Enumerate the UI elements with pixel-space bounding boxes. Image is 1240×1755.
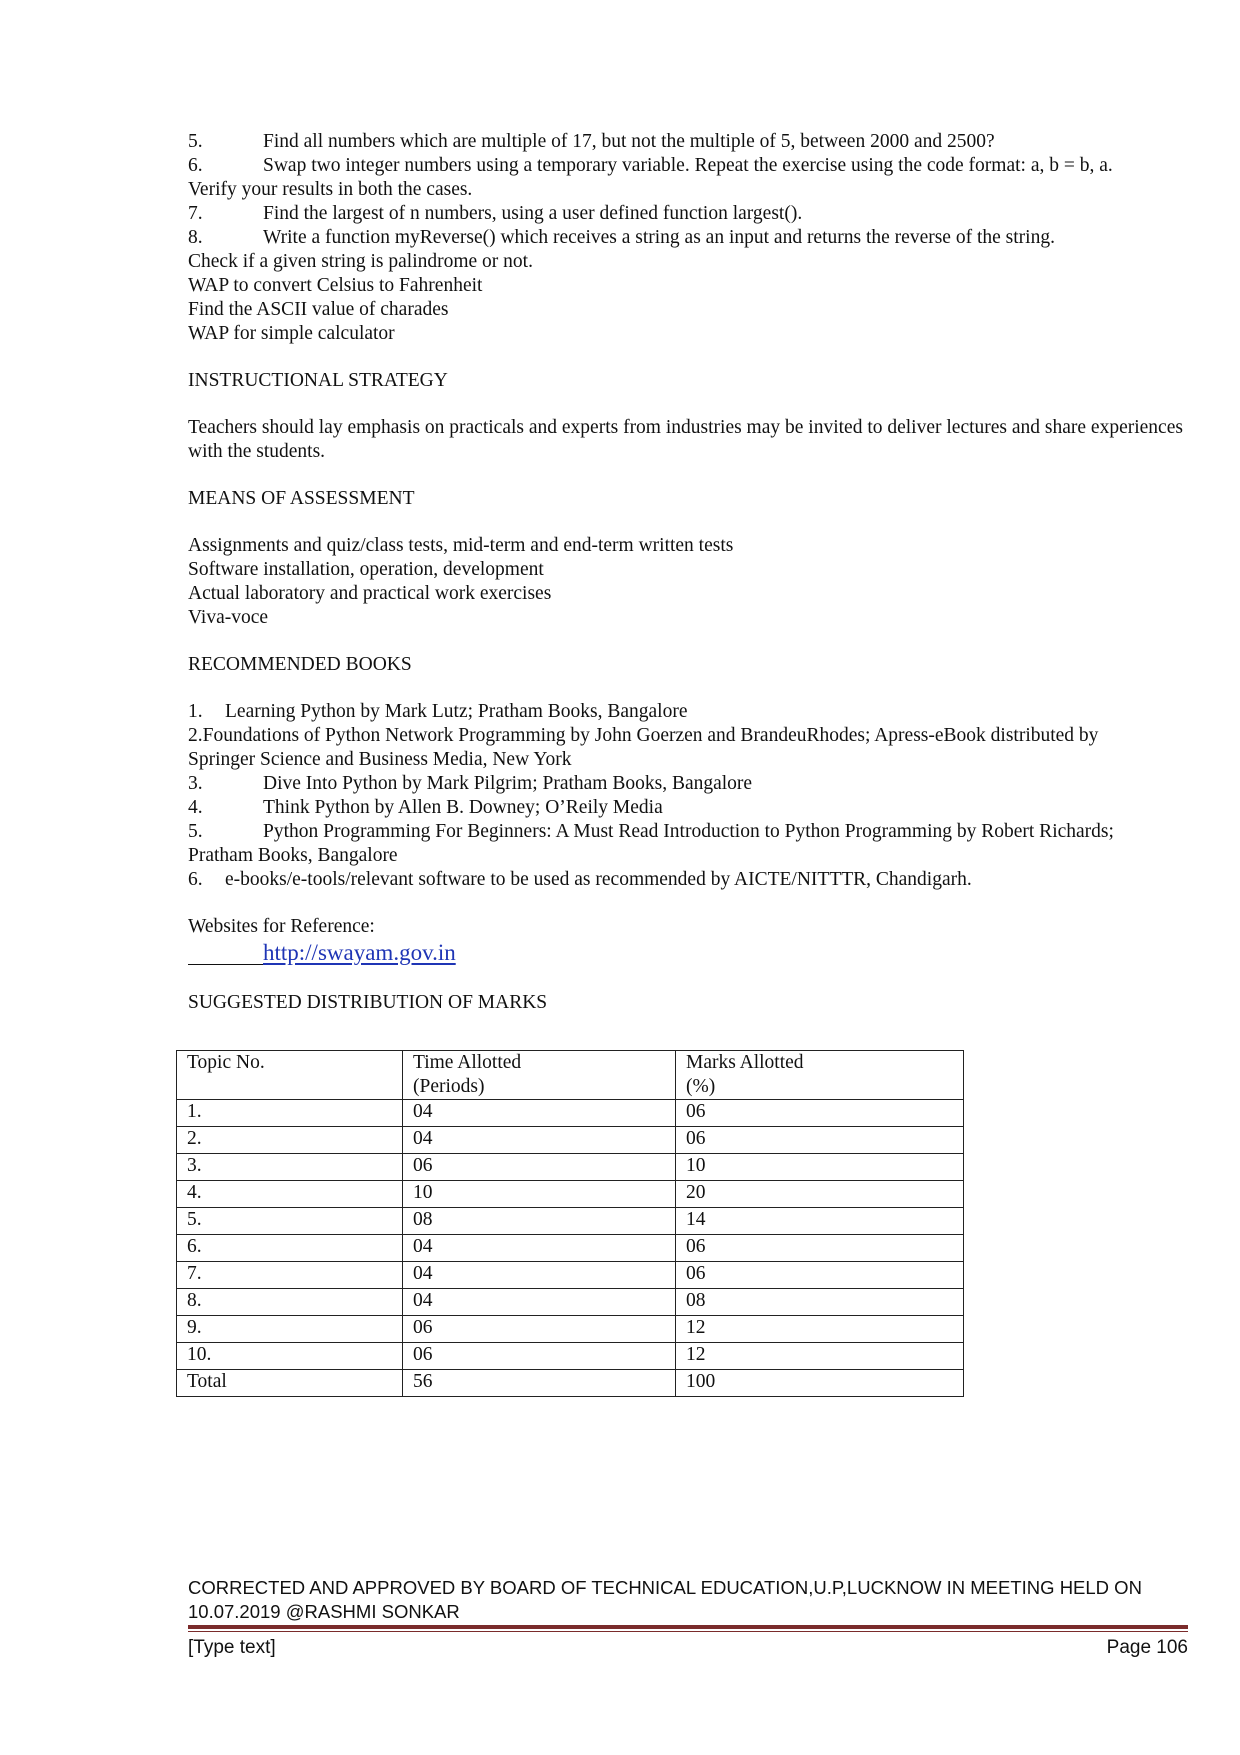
instructional-strategy-text: Teachers should lay emphasis on practicals and experts from industries may be invited to deliver lectures and share experiences with the students.: [188, 417, 1183, 462]
assessment-item: Viva-voce: [188, 607, 269, 628]
footer-divider-thick: [188, 1625, 1188, 1629]
table-row: [177, 1154, 964, 1181]
page-number: Page 106: [1106, 1637, 1188, 1658]
time-cell: 04: [403, 1127, 676, 1154]
header-marks-allotted: Marks Allotted (%): [676, 1051, 964, 1100]
book-number: 5.: [188, 821, 203, 842]
table-header-row: [177, 1051, 964, 1100]
assessment-item: Actual laboratory and practical work exercises: [188, 583, 552, 604]
section-heading-recommended-books: RECOMMENDED BOOKS: [188, 654, 412, 675]
topic-cell: 7.: [177, 1262, 403, 1289]
book-item-5-continuation: Pratham Books, Bangalore: [188, 845, 398, 866]
time-cell: 04: [403, 1235, 676, 1262]
time-cell: 06: [403, 1343, 676, 1370]
book-item-6: [188, 868, 1188, 892]
table-row: [177, 1208, 964, 1235]
assessment-item: Assignments and quiz/class tests, mid-term and end-term written tests: [188, 535, 734, 556]
book-text: Python Programming For Beginners: A Must Read Introduction to Python Programming by Robert Richards;: [263, 821, 1114, 842]
marks-cell: 06: [676, 1262, 964, 1289]
topic-cell: 5.: [177, 1208, 403, 1235]
table-total-row: [177, 1370, 964, 1397]
header-time-allotted: Time Allotted (Periods): [403, 1051, 676, 1100]
topic-cell: 2.: [177, 1127, 403, 1154]
marks-cell: 08: [676, 1289, 964, 1316]
topic-cell: 8.: [177, 1289, 403, 1316]
book-number: 1.: [188, 701, 203, 722]
exercise-continuation: Verify your results in both the cases.: [188, 179, 473, 200]
websites-label: Websites for Reference:: [188, 916, 375, 937]
marks-cell: 06: [676, 1100, 964, 1127]
time-cell: 06: [403, 1316, 676, 1343]
time-cell: 10: [403, 1181, 676, 1208]
table-row: [177, 1262, 964, 1289]
topic-cell: 9.: [177, 1316, 403, 1343]
marks-cell: 14: [676, 1208, 964, 1235]
footer-divider-thin: [188, 1631, 1188, 1632]
book-text: Dive Into Python by Mark Pilgrim; Pratham Books, Bangalore: [263, 773, 753, 794]
time-cell: 56: [403, 1370, 676, 1397]
exercise-number: 8.: [188, 227, 203, 248]
link-leading-underline: [188, 964, 263, 965]
exercise-text: Write a function myReverse() which receives a string as an input and returns the reverse of the string.: [263, 227, 1055, 248]
marks-distribution-table: [176, 1050, 964, 1397]
extra-exercise: WAP to convert Celsius to Fahrenheit: [188, 275, 483, 296]
book-text: Think Python by Allen B. Downey; O’Reily Media: [263, 797, 663, 818]
header-topic-no: Topic No.: [177, 1051, 403, 1100]
exercise-number: 5.: [188, 131, 203, 152]
table-row: [177, 1343, 964, 1370]
exercise-text: Swap two integer numbers using a temporary variable. Repeat the exercise using the code format: a, b = b, a.: [263, 155, 1113, 176]
table-row: [177, 1181, 964, 1208]
exercise-item-8: [188, 226, 1188, 250]
approval-note-line: 10.07.2019 @RASHMI SONKAR: [188, 1601, 460, 1622]
table-row: [177, 1316, 964, 1343]
book-item-4: [188, 796, 1188, 820]
exercise-number: 6.: [188, 155, 203, 176]
book-item-3: [188, 772, 1188, 796]
book-text: e-books/e-tools/relevant software to be used as recommended by AICTE/NITTTR, Chandigarh.: [225, 869, 972, 890]
marks-cell: 12: [676, 1316, 964, 1343]
topic-cell: 10.: [177, 1343, 403, 1370]
book-number: 4.: [188, 797, 203, 818]
marks-cell: 06: [676, 1235, 964, 1262]
approval-note-line: CORRECTED AND APPROVED BY BOARD OF TECHNICAL EDUCATION,U.P,LUCKNOW IN MEETING HELD ON: [188, 1577, 1142, 1598]
topic-cell: 4.: [177, 1181, 403, 1208]
footer-left-text: [Type text]: [188, 1637, 276, 1658]
exercise-text: Find all numbers which are multiple of 17, but not the multiple of 5, between 2000 and 2500?: [263, 131, 995, 152]
marks-cell: 100: [676, 1370, 964, 1397]
extra-exercise: Find the ASCII value of charades: [188, 299, 449, 320]
table-row: [177, 1235, 964, 1262]
assessment-item: Software installation, operation, development: [188, 559, 544, 580]
book-number: 3.: [188, 773, 203, 794]
section-heading-means-of-assessment: MEANS OF ASSESSMENT: [188, 488, 415, 509]
section-heading-distribution-of-marks: SUGGESTED DISTRIBUTION OF MARKS: [188, 992, 548, 1013]
marks-cell: 20: [676, 1181, 964, 1208]
topic-cell: Total: [177, 1370, 403, 1397]
topic-cell: 1.: [177, 1100, 403, 1127]
exercise-number: 7.: [188, 203, 203, 224]
table-row: [177, 1127, 964, 1154]
book-text: Learning Python by Mark Lutz; Pratham Books, Bangalore: [225, 701, 688, 722]
swayam-link[interactable]: http://swayam.gov.in: [263, 940, 456, 965]
website-link-row: [188, 939, 1188, 971]
time-cell: 04: [403, 1100, 676, 1127]
time-cell: 04: [403, 1289, 676, 1316]
time-cell: 04: [403, 1262, 676, 1289]
book-number: 6.: [188, 869, 203, 890]
book-item-1: [188, 700, 1188, 724]
exercise-text: Find the largest of n numbers, using a user defined function largest().: [263, 203, 803, 224]
time-cell: 06: [403, 1154, 676, 1181]
approval-note: [188, 1576, 1198, 1624]
topic-cell: 6.: [177, 1235, 403, 1262]
table-row: [177, 1100, 964, 1127]
marks-cell: 10: [676, 1154, 964, 1181]
book-item-2: 2.Foundations of Python Network Programming by John Goerzen and BrandeuRhodes; Apress-eBook distributed by: [188, 725, 1099, 746]
book-item-2-continuation: Springer Science and Business Media, New York: [188, 749, 572, 770]
section-heading-instructional-strategy: INSTRUCTIONAL STRATEGY: [188, 370, 448, 391]
extra-exercise: WAP for simple calculator: [188, 323, 395, 344]
exercise-item-7: [188, 202, 1188, 226]
topic-cell: 3.: [177, 1154, 403, 1181]
book-item-5: [188, 820, 1188, 844]
marks-cell: 06: [676, 1127, 964, 1154]
page-content: [188, 130, 1188, 1015]
exercise-continuation: Check if a given string is palindrome or not.: [188, 251, 533, 272]
exercise-item-6: [188, 154, 1188, 178]
table-row: [177, 1289, 964, 1316]
time-cell: 08: [403, 1208, 676, 1235]
exercise-item-5: [188, 130, 1188, 154]
marks-cell: 12: [676, 1343, 964, 1370]
